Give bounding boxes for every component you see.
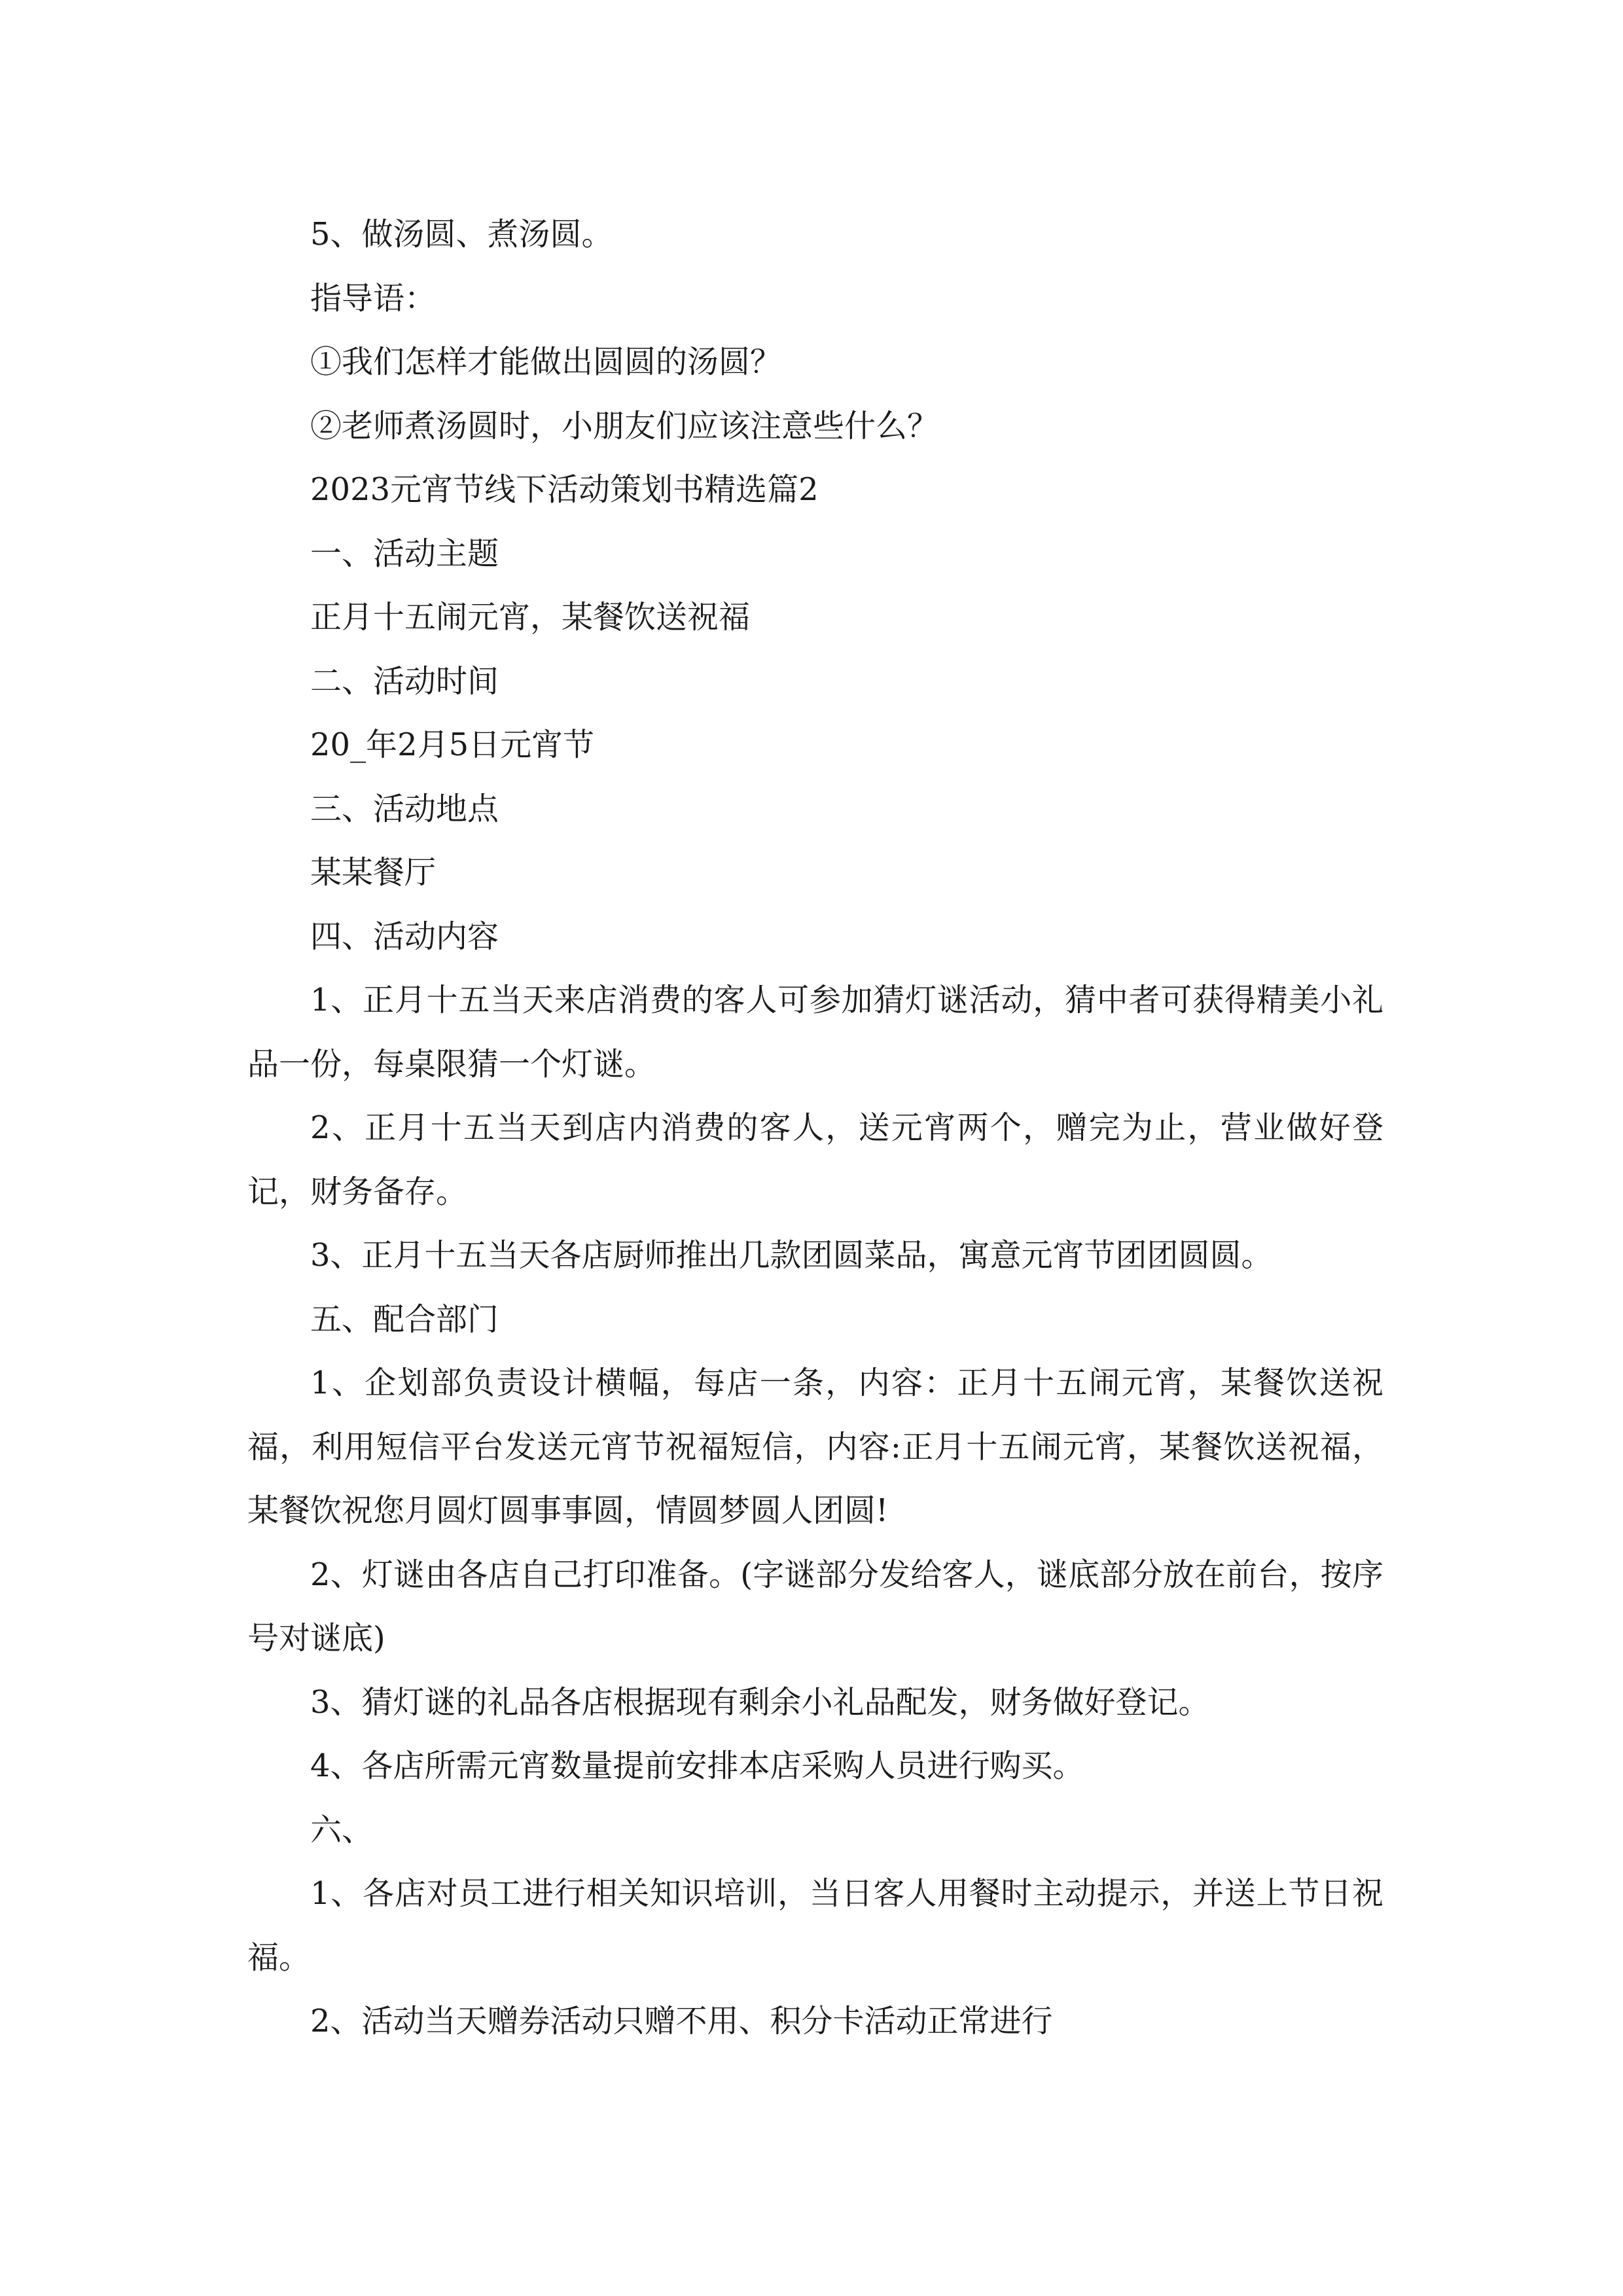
paragraph-departments-1: 1、企划部负责设计横幅，每店一条，内容：正月十五闹元宵，某餐饮送祝福，利用短信平台发送元宵节祝福短信，内容:正月十五闹元宵，某餐饮送祝福，某餐饮祝您月圆灯圆事事圆，情圆梦圆人团圆! — [247, 1365, 1383, 1529]
heading-theme: 一、活动主题 — [310, 535, 499, 572]
paragraph-departments-2: 2、灯谜由各店自己打印准备。(字谜部分发给客人，谜底部分放在前台，按序号对谜底) — [247, 1556, 1383, 1657]
paragraph-time: 20_年2月5日元宵节 — [310, 726, 595, 763]
heading-departments: 五、配合部门 — [310, 1300, 499, 1338]
paragraph-guide-heading: 指导语： — [310, 279, 437, 317]
paragraph-guide-question-2: ②老师煮汤圆时，小朋友们应该注意些什么？ — [310, 407, 939, 444]
paragraph-theme: 正月十五闹元宵，某餐饮送祝福 — [310, 599, 751, 636]
paragraph-departments-4: 4、各店所需元宵数量提前安排本店采购人员进行购买。 — [310, 1748, 1084, 1784]
paragraph-content-3: 3、正月十五当天各店厨师推出几款团圆菜品，寓意元宵节团团圆圆。 — [310, 1237, 1273, 1274]
paragraph-step-5: 5、做汤圆、煮汤圆。 — [310, 216, 613, 253]
heading-six: 六、 — [310, 1811, 374, 1848]
paragraph-departments-3: 3、猜灯谜的礼品各店根据现有剩余小礼品配发，财务做好登记。 — [310, 1683, 1210, 1721]
paragraph-content-1: 1、正月十五当天来店消费的客人可参加猜灯谜活动，猜中者可获得精美小礼品一份，每桌限猜一个灯谜。 — [247, 982, 1383, 1083]
paragraph-content-2: 2、正月十五当天到店内消费的客人，送元宵两个，赠完为止，营业做好登记，财务备存。 — [247, 1109, 1383, 1210]
section-title: 2023元宵节线下活动策划书精选篇2 — [310, 471, 819, 508]
heading-time: 二、活动时间 — [310, 662, 499, 700]
paragraph-location: 某某餐厅 — [310, 854, 437, 891]
heading-location: 三、活动地点 — [310, 790, 499, 827]
heading-content: 四、活动内容 — [310, 918, 499, 955]
document-body — [247, 203, 1383, 2054]
paragraph-six-2: 2、活动当天赠券活动只赠不用、积分卡活动正常进行 — [310, 2003, 1053, 2039]
paragraph-guide-question-1: ①我们怎样才能做出圆圆的汤圆？ — [310, 344, 782, 380]
paragraph-six-1: 1、各店对员工进行相关知识培训，当日客人用餐时主动提示，并送上节日祝福。 — [247, 1875, 1383, 1976]
